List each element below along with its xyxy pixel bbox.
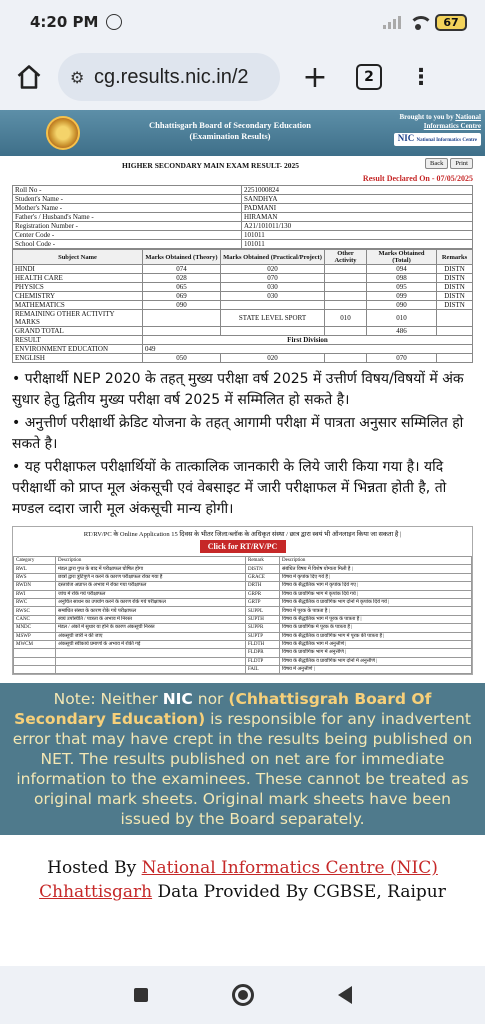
- back-nav-button[interactable]: [338, 986, 352, 1004]
- code-cell: [56, 649, 246, 657]
- result-title: HIGHER SECONDARY MAIN EXAM RESULT- 2025: [122, 161, 300, 170]
- menu-icon[interactable]: ⋮: [410, 64, 432, 90]
- marks-table: [12, 249, 473, 363]
- disclaimer-note: Note: Neither NIC nor (Chhattisgrah Board Of Secondary Education) is responsible for any inadvertent error that may have crept in the results being published on NET. The results published on net are for immediate information to the examinees. These cannot be treated as original mark sheets. Original mark sheets have been issued by the Board separately.: [0, 683, 485, 835]
- subject-total: 094: [367, 265, 437, 274]
- col-remarks: Remarks: [437, 250, 473, 265]
- bullet-item: • परीक्षार्थी NEP 2020 के तहत् मुख्य परीक्षा वर्ष 2025 में उत्तीर्ण विषय/विषयों में अंक सुधार हेतु द्वितीय मुख्य परीक्षा वर्ष 2025 में सम्मिलित हो सकते है।: [12, 371, 464, 408]
- code-cell: जांच में रोके गये परीक्षाफल: [56, 590, 246, 598]
- code-cell: विषय में कृपांक दिए गये है |: [280, 573, 472, 581]
- tab-switcher-button[interactable]: 2: [356, 64, 382, 90]
- subject-name: HINDI: [13, 265, 143, 274]
- subject-name: HEALTH CARE: [13, 274, 143, 283]
- code-cell: छात्रों द्वारा त्रुटिपूर्ण न करने के कारण परीक्षाफल रोका गया है: [56, 573, 246, 581]
- info-value: 101011: [242, 240, 473, 249]
- code-cell: RWC: [14, 598, 56, 606]
- col-practical: Marks Obtained (Practical/Project): [221, 250, 325, 265]
- code-cell: विषय के प्रायोगिक भाग में कृपांक दिये गये |: [280, 590, 472, 598]
- subject-other: [325, 283, 367, 292]
- subject-practical: 020: [221, 265, 325, 274]
- info-row: [13, 204, 473, 213]
- code-row: [14, 657, 472, 665]
- info-value: A21/101011/130: [242, 222, 473, 231]
- code-cell: अंकसूची जारी न की जाए: [56, 632, 246, 640]
- code-cell: SUPPL: [246, 607, 280, 615]
- home-button[interactable]: [12, 60, 46, 94]
- status-bar: [0, 0, 485, 44]
- student-info-table: [12, 185, 473, 249]
- browser-toolbar: [0, 44, 485, 110]
- subject-name: PHYSICS: [13, 283, 143, 292]
- code-cell: विषय के सैद्धांतिक भाग में पूरक के पात्रता है |: [280, 615, 472, 623]
- col-other: Other Activity: [325, 250, 367, 265]
- info-label: Mother's Name -: [13, 204, 242, 213]
- code-row: [14, 615, 472, 623]
- code-cell: [14, 666, 56, 674]
- url-text: cg.results.nic.in/2: [94, 65, 249, 88]
- code-cell: RWDN: [14, 582, 56, 590]
- grand-total-row: GRAND TOTAL 486: [13, 327, 473, 336]
- code-cell: SUPTH: [246, 615, 280, 623]
- result-row: RESULT First Division: [13, 336, 473, 345]
- code-cell: MWCM: [14, 640, 56, 648]
- subject-row: [13, 274, 473, 283]
- code-cell: RWSC: [14, 607, 56, 615]
- subject-remarks: DISTN: [437, 301, 473, 310]
- info-row: [13, 231, 473, 240]
- info-value: SANDHYA: [242, 195, 473, 204]
- subject-total: 099: [367, 292, 437, 301]
- subject-total: 098: [367, 274, 437, 283]
- code-cell: विषय के सैद्धांतिक भाग में कृपांक दिये गए |: [280, 582, 472, 590]
- code-cell: [14, 649, 56, 657]
- subject-remarks: DISTN: [437, 292, 473, 301]
- site-title: Chhattisgarh Board of Secondary Education (Examination Results): [149, 120, 311, 141]
- col-theory: Marks Obtained (Theory): [143, 250, 221, 265]
- info-row: [13, 222, 473, 231]
- english-row: ENGLISH 050 020 070: [13, 354, 473, 363]
- code-row: [14, 666, 472, 674]
- subject-practical: 030: [221, 283, 325, 292]
- code-cell: विषय में अनुत्तीर्ण |: [280, 666, 472, 674]
- code-cell: GRACE: [246, 573, 280, 581]
- subject-other: [325, 301, 367, 310]
- info-value: HIRAMAN: [242, 213, 473, 222]
- code-cell: दस्तावेज अप्राप्त के अभाव में रोका गया परीक्षाफल: [56, 582, 246, 590]
- remaining-activity-row: REMAINING OTHER ACTIVITY MARKS STATE LEVEL SPORT 010 010: [13, 310, 473, 327]
- subject-row: [13, 292, 473, 301]
- code-row: [14, 573, 472, 581]
- code-cell: विषय के सैद्धांतिक व प्रायोगिक भाग में पूरक की पात्रता है |: [280, 632, 472, 640]
- code-row: [14, 632, 472, 640]
- result-declared: Result Declared On - 07/05/2025: [362, 174, 473, 183]
- info-label: Roll No -: [13, 186, 242, 195]
- subject-theory: 069: [143, 292, 221, 301]
- subject-practical: [221, 301, 325, 310]
- code-cell: सम्बंधित संस्था के कारण रोके गये परीक्षाफल: [56, 607, 246, 615]
- status-time: 4:20 PM: [30, 13, 99, 31]
- print-button[interactable]: Print: [450, 158, 473, 169]
- subject-remarks: DISTN: [437, 265, 473, 274]
- android-nav-bar: [0, 966, 485, 1024]
- code-cell: FLDPR: [246, 649, 280, 657]
- recents-button[interactable]: [134, 988, 148, 1002]
- code-row: [14, 590, 472, 598]
- rt-rv-pc-button[interactable]: Click for RT/RV/PC: [200, 540, 286, 553]
- nic-link-2[interactable]: Informatics Centre: [423, 122, 481, 130]
- result-area: [0, 158, 485, 363]
- code-cell: मंडल / अंकों में सुधार या होने के कारण अंकसूची निरस्त: [56, 624, 246, 632]
- code-cell: विषय के प्रायोगिक में पूरक के पात्रता है |: [280, 624, 472, 632]
- environment-row: ENVIRONMENT EDUCATION 049: [13, 345, 473, 354]
- code-cell: CANC: [14, 615, 56, 623]
- subject-other: [325, 274, 367, 283]
- subject-name: CHEMISTRY: [13, 292, 143, 301]
- subject-total: 095: [367, 283, 437, 292]
- site-header: [0, 110, 485, 156]
- code-cell: संबंधित विषय में विशेष योग्यता मिली है |: [280, 565, 472, 573]
- code-cell: RWS: [14, 573, 56, 581]
- code-cell: [14, 657, 56, 665]
- code-cell: स्वयं उपस्थिति / पात्रता के अभाव में निरस्त: [56, 615, 246, 623]
- code-cell: RWL: [14, 565, 56, 573]
- code-row: [14, 565, 472, 573]
- subject-row: [13, 301, 473, 310]
- subject-theory: 074: [143, 265, 221, 274]
- subject-remarks: DISTN: [437, 274, 473, 283]
- info-row: [13, 186, 473, 195]
- code-cell: DISTN: [246, 565, 280, 573]
- home-icon: [15, 63, 43, 91]
- bullet-item: • अनुत्तीर्ण परीक्षार्थी क्रेडिट योजना के तहत् आगामी परीक्षा में पात्रता अनुसार सम्मिलित हो सकते है।: [12, 415, 464, 452]
- col-subject: Subject Name: [13, 250, 143, 265]
- code-cell: [56, 657, 246, 665]
- code-cell: MSWP: [14, 632, 56, 640]
- code-cell: DRTH: [246, 582, 280, 590]
- code-cell: विषय के प्रायोगिक भाग में अनुत्तीर्ण |: [280, 649, 472, 657]
- info-label: Center Code -: [13, 231, 242, 240]
- code-row: [14, 649, 472, 657]
- info-row: [13, 195, 473, 204]
- code-row: [14, 640, 472, 648]
- chhattisgarh-link[interactable]: Chhattisgarh: [39, 882, 153, 902]
- code-cell: MNDC: [14, 624, 56, 632]
- address-bar[interactable]: [58, 53, 280, 101]
- subject-theory: 090: [143, 301, 221, 310]
- rt-intro: RT/RV/PC के Online Application 15 दिवस के भीतर जिला/ब्लॉक के अधिकृत संस्था / छात्र द्वारा स्वयं भी ऑनलाइन किया जा सकता है |: [83, 531, 402, 538]
- info-value: PADMANI: [242, 204, 473, 213]
- nic-logo: NIC National Informatics Centre: [394, 133, 481, 146]
- code-row: [14, 624, 472, 632]
- col-total: Marks Obtained (Total): [367, 250, 437, 265]
- info-label: Student's Name -: [13, 195, 242, 204]
- cgbse-logo: [46, 116, 80, 150]
- info-label: School Code -: [13, 240, 242, 249]
- new-tab-button[interactable]: +: [302, 59, 328, 95]
- site-settings-icon[interactable]: ⚙: [70, 67, 85, 87]
- subject-practical: 070: [221, 274, 325, 283]
- status-icons: [383, 14, 467, 31]
- code-cell: विषय में पूरक के पात्रता है |: [280, 607, 472, 615]
- subject-theory: 065: [143, 283, 221, 292]
- bullet-item: • यह परीक्षाफल परीक्षार्थियों के तात्कालिक जानकारी के लिये जारी किया गया है। यदि परीक्षार्थी को प्राप्त मूल अंकसूची एवं वेबसाइट में जारी परीक्षाफल में भिन्नता होती है, तो मण्डल व्दारा जारी मूल अंकसूची मान्य होगी।: [12, 459, 447, 517]
- subject-practical: 030: [221, 292, 325, 301]
- info-label: Registration Number -: [13, 222, 242, 231]
- hosted-footer: Hosted By National Informatics Centre (NIC) Chhattisgarh Data Provided By CGBSE, Raipur: [0, 856, 485, 966]
- home-nav-button[interactable]: [232, 984, 254, 1006]
- code-cell: विषय के सैद्धांतिक भाग में अनुत्तीर्ण |: [280, 640, 472, 648]
- subject-other: [325, 292, 367, 301]
- code-cell: विषय के सैद्धांतिक व प्रायोगिक भाग दोनों में अनुत्तीर्ण |: [280, 657, 472, 665]
- info-row: [13, 213, 473, 222]
- code-row: [14, 607, 472, 615]
- subject-remarks: DISTN: [437, 283, 473, 292]
- signal-icon: [383, 15, 401, 29]
- subject-total: 090: [367, 301, 437, 310]
- rt-rv-pc-box: [12, 526, 473, 675]
- nic-footer-link[interactable]: National Informatics Centre (NIC): [141, 858, 438, 878]
- code-cell: विषय के सैद्धांतिक व प्रायोगिक भाग दोनों में कृपांक दिये गये |: [280, 598, 472, 606]
- back-button[interactable]: Back: [425, 158, 448, 169]
- codes-table: Category Description Remark Description RWL मंडल द्वारा गुप्त के बाद में परीक्षाफल घोषित होगा DISTN संबंधित विषय में विशेष योग्यता मिली है | RWS छात्रों द्वारा त्रुटिपूर्ण न करने के कारण परीक्षाफल रोका गया है GRACE विषय में कृपांक दिए गये है | RWDN दस्तावेज अप्राप्त के अभाव में रोका गया परीक्षाफल DRTH विषय के सैद्धांतिक भाग में कृपांक दिये गए | RWI जांच में रोके गये परीक्षाफल GRPR विषय के प्रायोगिक भाग में कृपांक दिये गये | RWC अनुचित साधन का उपयोग करने के कारण रोके गये परीक्षाफल GRTP विषय के सैद्धांतिक व प्रायोगिक भाग दोनों में कृपांक दिये गये | RWSC सम्बंधित संस्था के कारण रोके गये परीक्षाफल SUPPL विषय में पूरक के पात्रता है | CANC स्वयं उपस्थिति / पात्रता के अभाव में निरस्त SUPTH विषय के सैद्धांतिक भाग में पूरक के पात्रता है | MNDC मंडल / अंकों में सुधार या होने के कारण अंकसूची निरस्त SUPPR विषय के प्रायोगिक में पूरक के पात्रता है | MSWP अंकसूची जारी न की जाए SUPTP विषय के सैद्धांतिक व प्रायोगिक भाग में पूरक की पात्रता है | MWCM अंकसूची स्वीकार्य प्रमाणों के अभाव में रोकी गई FLDTH विषय के सैद्धांतिक भाग में अनुत्तीर्ण | FLDPR विषय के प्रायोगिक भाग में अनुत्तीर्ण | FLDTP विषय के सैद्धांतिक व प्रायोगिक भाग दोनों में अनुत्तीर्ण | FAIL विषय में अनुत्तीर्ण |: [13, 556, 472, 674]
- subject-row: [13, 265, 473, 274]
- code-cell: FLDTP: [246, 657, 280, 665]
- info-row: [13, 240, 473, 249]
- code-cell: अनुचित साधन का उपयोग करने के कारण रोके गये परीक्षाफल: [56, 598, 246, 606]
- battery-icon: 67: [435, 14, 467, 31]
- wifi-icon: [409, 16, 427, 29]
- code-row: [14, 598, 472, 606]
- code-cell: FAIL: [246, 666, 280, 674]
- subject-name: MATHEMATICS: [13, 301, 143, 310]
- page-content: [0, 110, 485, 856]
- code-cell: RWI: [14, 590, 56, 598]
- code-cell: SUPPR: [246, 624, 280, 632]
- code-cell: अंकसूची स्वीकार्य प्रमाणों के अभाव में रोकी गई: [56, 640, 246, 648]
- code-cell: SUPTP: [246, 632, 280, 640]
- info-bullets: [0, 363, 485, 520]
- subject-row: [13, 283, 473, 292]
- info-value: 101011: [242, 231, 473, 240]
- subject-other: [325, 265, 367, 274]
- result-heading-row: [12, 158, 473, 174]
- info-value: 2251000824: [242, 186, 473, 195]
- code-row: [14, 582, 472, 590]
- code-cell: GRTP: [246, 598, 280, 606]
- brought-by: Brought to you by National Informatics Centre NIC National Informatics Centre: [394, 113, 481, 146]
- code-cell: [56, 666, 246, 674]
- code-cell: GRPR: [246, 590, 280, 598]
- info-label: Father's / Husband's Name -: [13, 213, 242, 222]
- subject-theory: 028: [143, 274, 221, 283]
- code-cell: FLDTH: [246, 640, 280, 648]
- code-cell: मंडल द्वारा गुप्त के बाद में परीक्षाफल घोषित होगा: [56, 565, 246, 573]
- whatsapp-icon: [106, 14, 122, 30]
- nic-link[interactable]: National: [455, 113, 481, 121]
